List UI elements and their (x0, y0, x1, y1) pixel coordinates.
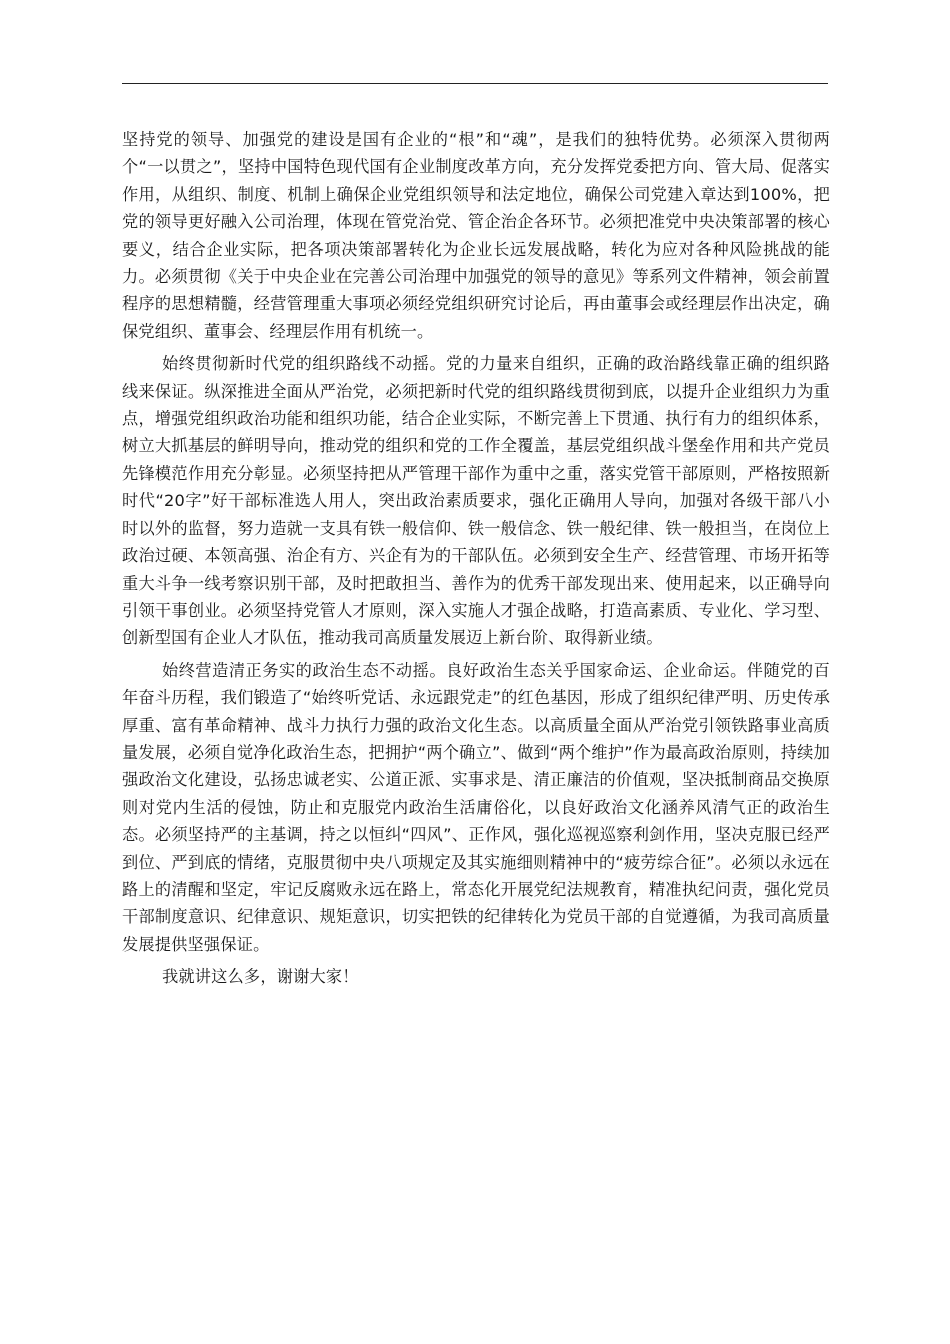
paragraph-organizational-line: 始终贯彻新时代党的组织路线不动摇。党的力量来自组织，正确的政治路线靠正确的组织路线来保证。纵深推进全面从严治党，必须把新时代党的组织路线贯彻到底，以提升企业组织力为重点，增强党组织政治功能和组织功能，结合企业实际，不断完善上下贯通、执行有力的组织体系，树立大抓基层的鲜明导向，推动党的组织和党的工作全覆盖，基层党组织战斗堡垒作用和共产党员先锋模范作用充分彰显。必须坚持把从严管理干部作为重中之重，落实党管干部原则，严格按照新时代“20字”好干部标准选人用人，突出政治素质要求，强化正确用人导向，加强对各级干部八小时以外的监督，努力造就一支具有铁一般信仰、铁一般信念、铁一般纪律、铁一般担当，在岗位上政治过硬、本领高强、治企有方、兴企有为的干部队伍。必须到安全生产、经营管理、市场开拓等重大斗争一线考察识别干部，及时把敢担当、善作为的优秀干部发现出来、使用起来，以正确导向引领干事创业。必须坚持党管人才原则，深入实施人才强企战略，打造高素质、专业化、学习型、创新型国有企业人才队伍，推动我司高质量发展迈上新台阶、取得新业绩。 (122, 354, 830, 648)
paragraph-political-ecology: 始终营造清正务实的政治生态不动摇。良好政治生态关乎国家命运、企业命运。伴随党的百年奋斗历程，我们锻造了“始终听党话、永远跟党走”的红色基因，形成了组织纪律严明、历史传承厚重、富有革命精神、战斗力执行力强的政治文化生态。以高质量全面从严治党引领铁路事业高质量发展，必须自觉净化政治生态，把拥护“两个确立”、做到“两个维护”作为最高政治原则，持续加强政治文化建设，弘扬忠诚老实、公道正派、实事求是、清正廉洁的价值观，坚决抵制商品交换原则对党内生活的侵蚀，防止和克服党内政治生活庸俗化，以良好政治文化涵养风清气正的政治生态。必须坚持严的主基调，持之以恒纠“四风”、正作风，强化巡视巡察利剑作用，坚决克服已经严到位、严到底的情绪，克服贯彻中央八项规定及其实施细则精神中的“疲劳综合征”。必须以永远在路上的清醒和坚定，牢记反腐败永远在路上，常态化开展党纪法规教育，精准执纪问责，强化党员干部制度意识、纪律意识、规矩意识，切实把铁的纪律转化为党员干部的自觉遵循，为我司高质量发展提供坚强保证。 (122, 660, 830, 954)
header-rule (122, 83, 828, 84)
paragraph-party-leadership: 坚持党的领导、加强党的建设是国有企业的“根”和“魂”，是我们的独特优势。必须深入贯彻两个“一以贯之”，坚持中国特色现代国有企业制度改革方向，充分发挥党委把方向、管大局、促落实作用，从组织、制度、机制上确保企业党组织领导和法定地位，确保公司党建入章达到100%，把党的领导更好融入公司治理，体现在管党治党、管企治企各环节。必须把准党中央决策部署的核心要义，结合企业实际，把各项决策部署转化为企业长远发展战略，转化为应对各种风险挑战的能力。必须贯彻《关于中央企业在完善公司治理中加强党的领导的意见》等系列文件精神，领会前置程序的思想精髓，经营管理重大事项必须经党组织研究讨论后，再由董事会或经理层作出决定，确保党组织、董事会、经理层作用有机统一。 (122, 130, 830, 341)
paragraph-closing-remark: 我就讲这么多，谢谢大家！ (162, 967, 359, 987)
body-text (122, 126, 830, 996)
